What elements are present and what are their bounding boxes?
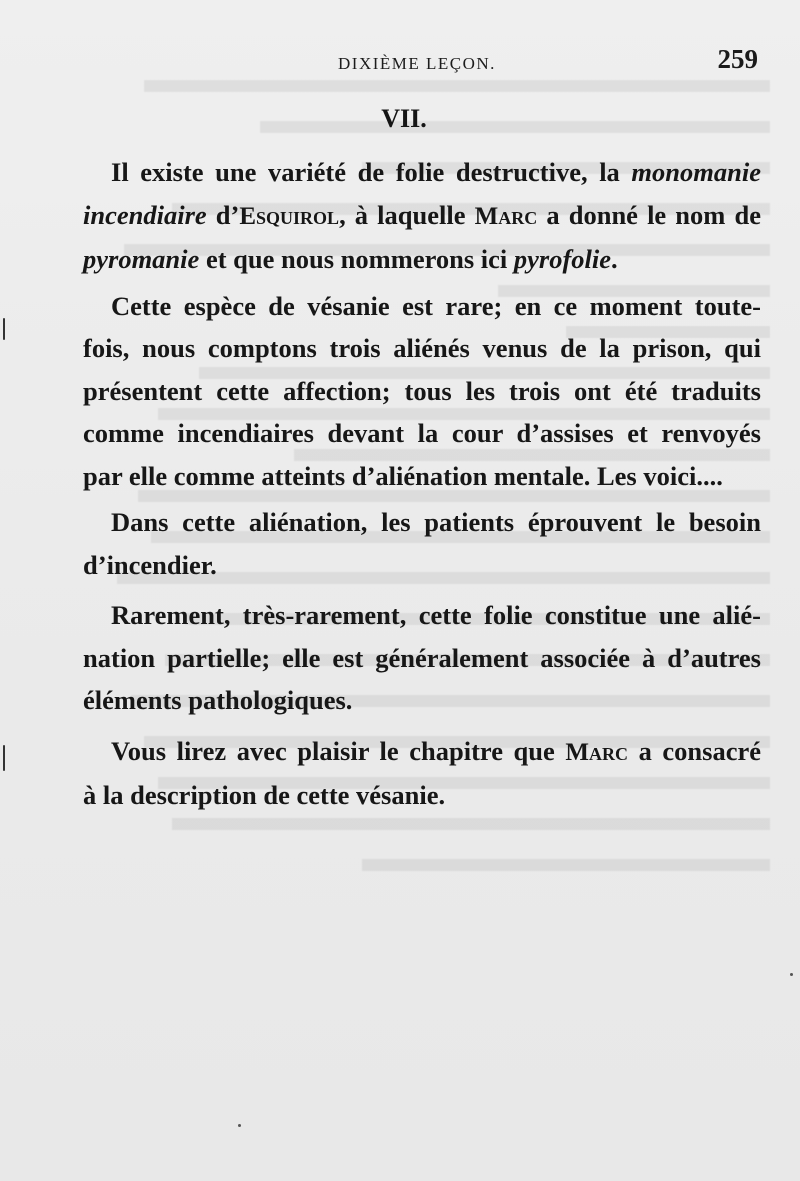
ink-speck [238, 1124, 241, 1127]
text-run: comme incendiaires devant la cour d’assises et renvoyés [83, 418, 761, 448]
paragraph [83, 594, 761, 722]
ink-speck [3, 318, 5, 340]
author-name: Marc [565, 738, 628, 766]
text-run: , à laquelle [339, 199, 475, 230]
text-run: d’ [206, 199, 240, 230]
page-header [0, 44, 800, 80]
text-run: à la description de cette vésanie. [83, 780, 446, 810]
page-number: 259 [717, 44, 758, 74]
paragraph [83, 151, 761, 281]
text-run: Rarement, très-rarement, cette folie constitue une alié- [111, 600, 761, 630]
italic-term: monomanie [631, 157, 761, 187]
text-line [83, 238, 761, 281]
italic-term: pyrofolie [513, 244, 612, 274]
text-line [83, 679, 761, 722]
text-line [83, 412, 761, 455]
text-line [83, 730, 761, 775]
text-run: Dans cette aliénation, les patients éprouvent le besoin [111, 507, 761, 537]
running-head: DIXIÈME LEÇON. [338, 54, 496, 73]
text-run: a consacré [627, 735, 761, 766]
text-run: présentent cette affection; tous les trois ont été traduits [83, 375, 761, 406]
author-name: Esquirol [239, 202, 340, 230]
text-run: éléments pathologiques. [83, 685, 353, 715]
paragraph-gap [83, 722, 761, 730]
paragraph [83, 730, 761, 817]
ink-speck [790, 973, 793, 976]
paragraph-gap [83, 586, 761, 594]
text-run: nation partielle; elle est généralement associée à d’autres [83, 642, 761, 673]
text-run: et que nous nommerons ici [199, 244, 514, 274]
text-line [83, 285, 761, 328]
text-line [83, 774, 761, 817]
text-line [83, 327, 761, 370]
italic-term: incendiaire [83, 199, 207, 230]
body-text [83, 151, 761, 817]
text-run: . [611, 244, 618, 274]
text-line [83, 501, 761, 544]
text-run: fois, nous comptons trois aliénés venus de la prison, qui [83, 333, 761, 363]
text-run: Cette espèce de vésanie est rare; en ce moment toute- [111, 290, 761, 321]
italic-term: pyromanie [83, 244, 200, 274]
ink-speck [3, 745, 5, 771]
text-line [83, 370, 761, 413]
author-name: Marc [474, 202, 538, 230]
text-line [83, 544, 761, 587]
text-line [83, 594, 761, 637]
text-line [83, 455, 761, 498]
text-run: Il existe une variété de folie destructive, la [111, 157, 632, 187]
paragraph [83, 285, 761, 498]
text-line [83, 151, 761, 194]
section-heading: VII. [381, 104, 427, 133]
text-run: a donné le nom de [537, 199, 761, 230]
text-run: Vous lirez avec plaisir le chapitre que [111, 735, 566, 766]
text-line [83, 194, 761, 239]
text-run: d’incendier. [83, 549, 217, 580]
text-run: par elle comme atteints d’aliénation mentale. Les voici.... [83, 460, 723, 491]
text-line [83, 637, 761, 680]
paragraph [83, 501, 761, 586]
